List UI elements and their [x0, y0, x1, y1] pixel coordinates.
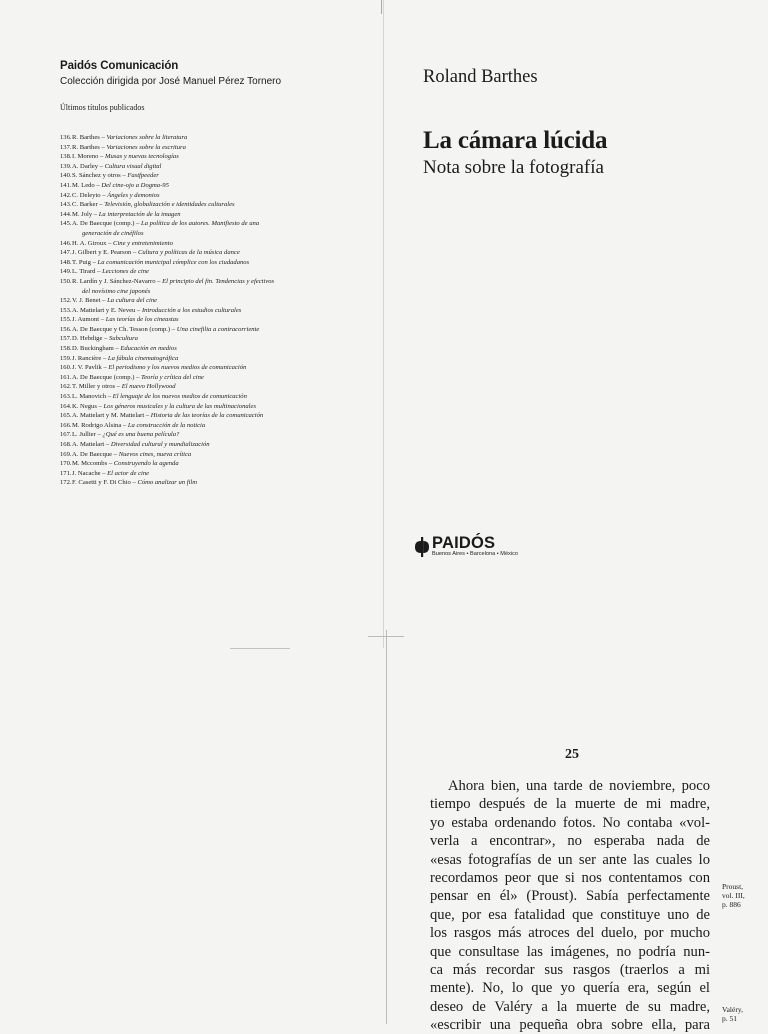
book-entry-title: Las teorías de los cineastas — [105, 316, 179, 324]
book-number: 148. — [60, 258, 72, 266]
book-number: 149. — [60, 268, 72, 276]
book-entry — [72, 210, 328, 220]
book-entry — [72, 171, 328, 181]
book-list-item — [60, 306, 328, 316]
book-list-item — [60, 200, 328, 210]
body-line: yo estaba ordenando fotos. No contaba «vol- — [430, 814, 710, 831]
book-number: 157. — [60, 335, 72, 343]
book-list-item — [60, 430, 328, 440]
book-entry — [72, 459, 328, 469]
book-entry-title: Televisión, globalización e identidades culturales — [104, 201, 235, 209]
margin-note-proust — [722, 882, 745, 909]
book-entry — [72, 296, 328, 306]
book-entry-title: Musas y nuevas tecnologías — [104, 153, 179, 161]
book-list-item — [60, 469, 328, 479]
book-entry-author: J. Gilbert y E. Pearson – — [72, 249, 137, 257]
recent-titles-label: Últimos títulos publicados — [60, 103, 145, 112]
body-line: pensar en él» (Proust). Sabía perfectamente — [430, 888, 710, 905]
book-entry — [72, 440, 328, 450]
book-entry-author: L. Jullier – — [72, 431, 101, 439]
book-entry — [72, 478, 328, 488]
book-subtitle: Nota sobre la fotografía — [423, 157, 604, 178]
book-number: 161. — [60, 373, 72, 381]
book-list-item — [60, 411, 328, 421]
book-number: 162. — [60, 383, 72, 391]
book-entry-author: I. Moreno – — [72, 153, 104, 161]
book-list-item — [60, 162, 328, 172]
body-line: mente). No, lo que yo quería era, según el — [430, 980, 710, 997]
book-list-item — [60, 478, 328, 488]
book-entry-title: La cultura del cine — [107, 297, 158, 305]
book-entry — [72, 162, 328, 172]
book-list-item — [60, 296, 328, 306]
book-number: 139. — [60, 162, 72, 170]
book-entry — [72, 450, 328, 460]
book-number: 168. — [60, 441, 72, 448]
book-number: 158. — [60, 345, 72, 353]
body-line: verla a encontrar», no esperaba nada de — [430, 833, 710, 850]
book-number: 163. — [60, 393, 72, 401]
book-number: 171. — [60, 469, 72, 477]
paidos-logo-icon — [415, 537, 429, 557]
book-entry-title: El nuevo Hollywood — [121, 383, 176, 391]
book-list-item — [60, 334, 328, 344]
book-entry — [72, 402, 328, 412]
book-entry-title: Construyendo la agenda — [113, 460, 179, 468]
book-entry — [72, 392, 328, 402]
book-title: La cámara lúcida — [423, 127, 608, 154]
book-entry — [72, 315, 328, 325]
book-entry — [72, 133, 328, 143]
book-list-item — [60, 267, 328, 277]
body-line: recordamos peor que si nos contentamos con — [430, 869, 710, 886]
book-number: 153. — [60, 306, 72, 314]
book-list-item — [60, 181, 328, 191]
book-number: 164. — [60, 402, 72, 410]
book-list-item — [60, 258, 328, 268]
book-entry-title: Una cinefilia a contracorriente — [176, 325, 260, 333]
crop-mark-top — [381, 0, 382, 14]
book-list-item — [60, 344, 328, 354]
body-line: «esas fotografías de un ser ante las cuales lo — [430, 851, 710, 868]
book-list-item — [60, 421, 328, 431]
book-entry-title: Del cine-ojo a Dogma-95 — [101, 181, 169, 189]
book-entry-title: El periodismo y los nuevos medios de comunicación — [108, 364, 247, 372]
body-line: que, por esa fatalidad que constituye uno de — [430, 906, 710, 923]
book-entry-title: Introducción a los estudios culturales — [141, 306, 242, 314]
body-line: deseo de Valéry a la muerte de su madre, — [430, 998, 710, 1015]
book-entry-title: Teoría y crítica del cine — [141, 373, 204, 381]
book-entry-author: D. Hebdige – — [72, 335, 108, 343]
book-number: 136. — [60, 134, 72, 141]
book-entry-author: C. Deleyto – — [72, 191, 106, 199]
book-list-item — [60, 450, 328, 460]
book-list-item — [60, 440, 328, 450]
book-entry-author: J. Rancière – — [72, 354, 107, 362]
book-entry — [72, 277, 328, 296]
margin-note-line: vol. III, — [722, 891, 745, 900]
book-entry — [72, 248, 328, 258]
body-line: los rasgos más atroces del duelo, por mucho — [430, 925, 710, 942]
book-entry-title: El actor de cine — [107, 469, 150, 477]
book-list-item — [60, 191, 328, 201]
body-line: Ahora bien, una tarde de noviembre, poco — [448, 778, 710, 794]
book-list-item — [60, 373, 328, 383]
book-number: 169. — [60, 450, 72, 458]
book-entry-title: Cultura y políticas de la música dance — [137, 249, 240, 257]
book-list-item — [60, 392, 328, 402]
book-entry — [72, 354, 328, 364]
book-entry-author: M. Mccombs – — [72, 460, 113, 468]
margin-note-line: p. 886 — [722, 900, 741, 909]
book-entry-author: M. Rodrigo Alsina – — [72, 421, 127, 429]
book-number: 156. — [60, 325, 72, 333]
book-entry — [72, 258, 328, 268]
book-number: 160. — [60, 364, 72, 372]
book-number: 140. — [60, 172, 72, 180]
book-number: 138. — [60, 153, 72, 161]
book-entry-author: T. Miller y otros – — [72, 383, 121, 391]
book-number: 159. — [60, 354, 72, 362]
book-number: 167. — [60, 431, 72, 439]
book-list-item — [60, 133, 328, 143]
book-author: Roland Barthes — [423, 67, 538, 87]
book-number: 145. — [60, 220, 72, 228]
book-entry-author: S. Sánchez y otros – — [72, 172, 126, 180]
book-entry-author: R. Barthes – — [72, 134, 105, 141]
book-number: 165. — [60, 412, 72, 420]
book-entry — [72, 430, 328, 440]
book-entry-title-cont: generación de cinéfilos — [82, 229, 144, 237]
book-entry-author: J. Nacache – — [72, 469, 106, 477]
body-line: «escribir una pequeña obra sobre ella, para — [430, 1017, 710, 1034]
book-entry-title: Variaciones sobre la escritura — [106, 143, 186, 151]
page-gutter-line — [383, 0, 384, 648]
book-list-item — [60, 354, 328, 364]
book-entry-author: C. Barker – — [72, 201, 103, 209]
book-entry-title: Historia de las teorías de la comunicación — [150, 412, 264, 420]
book-entry-title: Cómo analizar un film — [137, 479, 197, 487]
book-list-item — [60, 143, 328, 153]
book-list-item — [60, 315, 328, 325]
book-list-item — [60, 210, 328, 220]
book-entry-author: R. Lardín y J. Sánchez-Navarro – — [72, 277, 161, 285]
book-number: 141. — [60, 181, 72, 189]
book-number: 147. — [60, 249, 72, 257]
book-entry-title: ¿Qué es una buena película? — [102, 431, 180, 439]
book-entry-author: T. Puig – — [72, 258, 96, 266]
book-entry-author: A. De Baecque – — [72, 450, 118, 458]
book-entry-title: La política de los autores. Manifiesto de una — [141, 220, 260, 228]
book-list-item — [60, 325, 328, 335]
body-line: ca más recordar sus rasgos (traerlos a mi — [430, 961, 710, 978]
book-list-item — [60, 152, 328, 162]
book-entry-author: H. A. Giroux – — [72, 239, 112, 247]
book-entry — [72, 200, 328, 210]
book-entry-author: A. Mattelart y E. Neveu – — [72, 306, 141, 314]
book-entry-title: Cultura visual digital — [104, 162, 162, 170]
crop-mark-vertical — [386, 630, 387, 1024]
margin-note-line: p. 51 — [722, 1014, 737, 1023]
book-entry — [72, 325, 328, 335]
book-entry-title: El lenguaje de los nuevos medios de comunicación — [112, 393, 247, 401]
book-entry-author: J. Aumont – — [72, 316, 105, 324]
margin-note-line: Proust, — [722, 882, 744, 891]
book-entry-author: R. Barthes – — [72, 143, 105, 151]
book-entry-title: Subcultura — [109, 335, 138, 343]
book-entry — [72, 143, 328, 153]
book-entry-title: La interpretación de la imagen — [98, 210, 181, 218]
book-entry — [72, 373, 328, 383]
book-entry-author: A. Mattelart – — [72, 441, 110, 448]
body-line: tiempo después de la muerte de mi madre, — [430, 796, 710, 813]
book-entry-author: M. Ledo – — [72, 181, 100, 189]
book-number: 172. — [60, 479, 72, 487]
book-entry — [72, 267, 328, 277]
book-entry — [72, 469, 328, 479]
book-entry-author: A. Darley – — [72, 162, 103, 170]
book-number: 143. — [60, 201, 72, 209]
book-list-item — [60, 277, 328, 296]
publisher-name: PAIDÓS — [432, 534, 496, 552]
book-entry — [72, 334, 328, 344]
book-entry-author: V. J. Benet – — [72, 297, 106, 305]
book-entry-author: J. V. Pavlik – — [72, 364, 107, 372]
book-entry-title: El principio del fin. Tendencias y efectivos — [162, 277, 275, 285]
book-entry — [72, 152, 328, 162]
book-entry-title: Diversidad cultural y mundialización — [110, 441, 210, 448]
book-entry-title: Educación en medios — [120, 345, 177, 353]
book-entry — [72, 344, 328, 354]
body-paragraph — [430, 777, 710, 1034]
book-entry-author: A. Mattelart y M. Mattelart – — [72, 412, 150, 420]
body-line: que consultase las imágenes, no podría nun- — [430, 943, 710, 960]
book-number: 152. — [60, 297, 72, 305]
book-list-item — [60, 459, 328, 469]
book-list-item — [60, 248, 328, 258]
series-director: Colección dirigida por José Manuel Pérez Tornero — [60, 76, 282, 87]
book-number: 150. — [60, 277, 72, 285]
book-entry-title: La comunicación municipal cómplice con los ciudadanos — [97, 258, 250, 266]
book-entry-title: Cine y entretenimiento — [113, 239, 173, 247]
book-number: 144. — [60, 210, 72, 218]
book-entry-author: L. Tirard – — [72, 268, 101, 276]
book-entry-title-cont: del novísimo cine japonés — [82, 287, 151, 295]
book-entry — [72, 382, 328, 392]
book-entry — [72, 181, 328, 191]
book-list — [60, 133, 328, 488]
book-entry-title: Variaciones sobre la literatura — [106, 134, 188, 141]
margin-note-line: Valéry, — [722, 1005, 743, 1014]
book-entry-title: La fábula cinematográfica — [107, 354, 179, 362]
margin-note-valery — [722, 1005, 743, 1023]
book-list-item — [60, 171, 328, 181]
book-entry-author: A. De Baecque (comp.) – — [72, 220, 140, 228]
book-list-item — [60, 382, 328, 392]
book-number: 155. — [60, 316, 72, 324]
book-entry-title: Los géneros musicales y la cultura de las multinacionales — [103, 402, 257, 410]
series-title: Paidós Comunicación — [60, 60, 179, 72]
publisher-block — [415, 536, 518, 558]
book-list-item — [60, 219, 328, 238]
book-entry-author: K. Negus – — [72, 402, 102, 410]
book-entry-title: La construcción de la noticia — [127, 421, 206, 429]
book-entry-author: A. De Baecque y Ch. Tesson (comp.) – — [72, 325, 176, 333]
crop-mark-left — [230, 648, 290, 649]
book-entry — [72, 219, 328, 238]
page-number: 25 — [565, 747, 579, 762]
book-entry-author: F. Casetti y F. Di Chio – — [72, 479, 136, 487]
book-entry-title: Lecciones de cine — [102, 268, 149, 276]
book-entry — [72, 411, 328, 421]
book-entry — [72, 191, 328, 201]
book-entry — [72, 239, 328, 249]
book-number: 166. — [60, 421, 72, 429]
book-entry — [72, 306, 328, 316]
publisher-cities: Buenos Aires • Barcelona • México — [432, 551, 519, 557]
book-entry — [72, 421, 328, 431]
book-entry-author: M. Joly – — [72, 210, 98, 218]
book-number: 137. — [60, 143, 72, 151]
book-number: 170. — [60, 460, 72, 468]
book-entry-author: A. De Baecque (comp.) – — [72, 373, 140, 381]
book-entry-author: L. Manovich – — [72, 393, 112, 401]
book-list-item — [60, 402, 328, 412]
book-list-item — [60, 239, 328, 249]
book-entry-title: Ángeles y demonios — [107, 191, 160, 199]
book-entry-title: Nuevos cines, nueva crítica — [118, 450, 192, 458]
book-entry — [72, 363, 328, 373]
book-number: 142. — [60, 191, 72, 199]
book-entry-author: D. Buckingham – — [72, 345, 119, 353]
book-entry-title: Fastfpeeder — [127, 172, 159, 180]
book-number: 146. — [60, 239, 72, 247]
book-list-item — [60, 363, 328, 373]
